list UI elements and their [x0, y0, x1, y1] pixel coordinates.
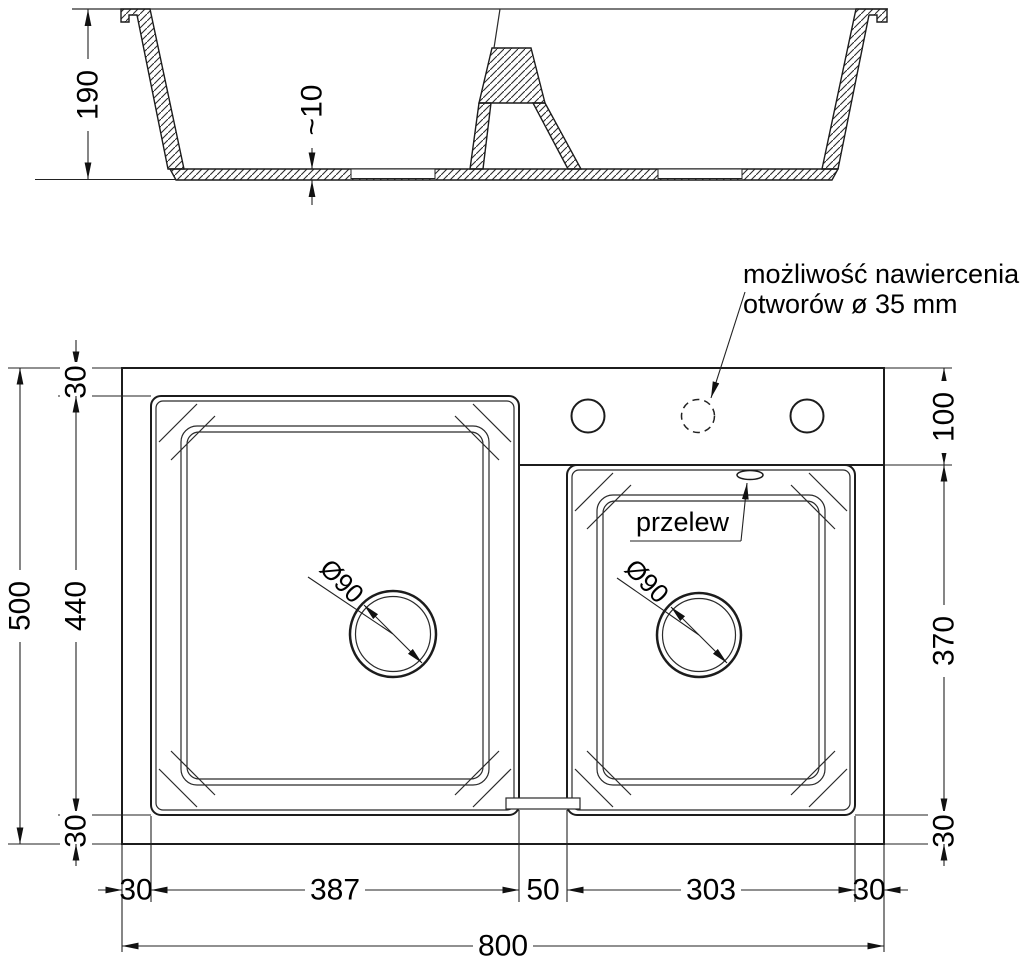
- plan-view: [4, 259, 1021, 963]
- divider-projection-line: [494, 9, 500, 48]
- drill-note-line2: otworów ø 35 mm: [743, 289, 958, 319]
- faucet-hole-optional-dashed: [682, 400, 715, 433]
- bowl-left-bottom-inner: [187, 432, 483, 779]
- section-drain-recess-right: [658, 169, 742, 179]
- dim-label-margin-bottom-right: 30: [927, 814, 961, 848]
- dim-label-divider-width: 50: [526, 873, 560, 907]
- dim-label-margin-bottom-left: 30: [59, 814, 93, 848]
- dim-label-bowl-height: 440: [59, 580, 93, 632]
- dim-label-bowl2-height: 370: [927, 615, 961, 667]
- section-right-wall: [822, 9, 887, 169]
- dims-bottom: [98, 810, 908, 963]
- section-drain-recess-left: [351, 169, 435, 179]
- overflow-callout: [630, 483, 747, 541]
- overflow-hole: [737, 471, 763, 480]
- bowl-left-bottom-outer: [181, 426, 489, 785]
- overflow-label: przelew: [636, 507, 730, 537]
- section-left-wall: [121, 9, 184, 169]
- dim-bottom-thickness: [296, 85, 329, 205]
- dim-label-margin-left: 30: [119, 873, 153, 907]
- dim-label-total-height: 500: [3, 580, 37, 632]
- bowl-left-rim-inner: [156, 401, 514, 810]
- bowl-right-bottom-inner: [603, 501, 819, 779]
- dim-label-bowl2-width: 303: [685, 873, 737, 907]
- sink-outer-edge: [122, 368, 884, 844]
- dim-label-margin-right: 30: [852, 873, 886, 907]
- faucet-hole-right: [791, 400, 824, 433]
- faucet-hole-left: [572, 400, 605, 433]
- dim-label-total-width: 800: [477, 929, 529, 963]
- overflow-leader: [741, 483, 747, 541]
- divider-bottom-slot: [506, 798, 580, 809]
- dim-label-thickness: ~10: [295, 84, 329, 136]
- dim-label-drain-right: Ø90: [619, 553, 675, 609]
- dim-drain-left: [308, 553, 422, 663]
- bowl-right-bottom-outer: [597, 495, 825, 785]
- dims-left: [4, 340, 152, 866]
- dims-right: [855, 368, 961, 866]
- bowl-left: [151, 396, 519, 815]
- section-divider-top: [479, 48, 545, 103]
- cross-section-view: [35, 9, 888, 205]
- dim-label-margin-top: 30: [59, 365, 93, 399]
- drill-note-line1: możliwość nawiercenia: [743, 259, 1020, 289]
- section-divider-left-leg: [470, 103, 491, 169]
- drill-note-leader: [711, 292, 745, 398]
- dim-label-bowl1-width: 387: [309, 873, 361, 907]
- dim-drain-right: [617, 553, 727, 663]
- section-divider-right-leg: [533, 103, 581, 169]
- drill-note-callout: [711, 259, 1020, 398]
- bowl-left-corner-chamfers: [159, 404, 511, 807]
- dim-label-drain-left: Ø90: [314, 553, 370, 609]
- dim-label-deck-height: 100: [927, 391, 961, 443]
- bowl-left-rim-outer: [151, 396, 519, 815]
- dim-label-depth: 190: [71, 69, 105, 121]
